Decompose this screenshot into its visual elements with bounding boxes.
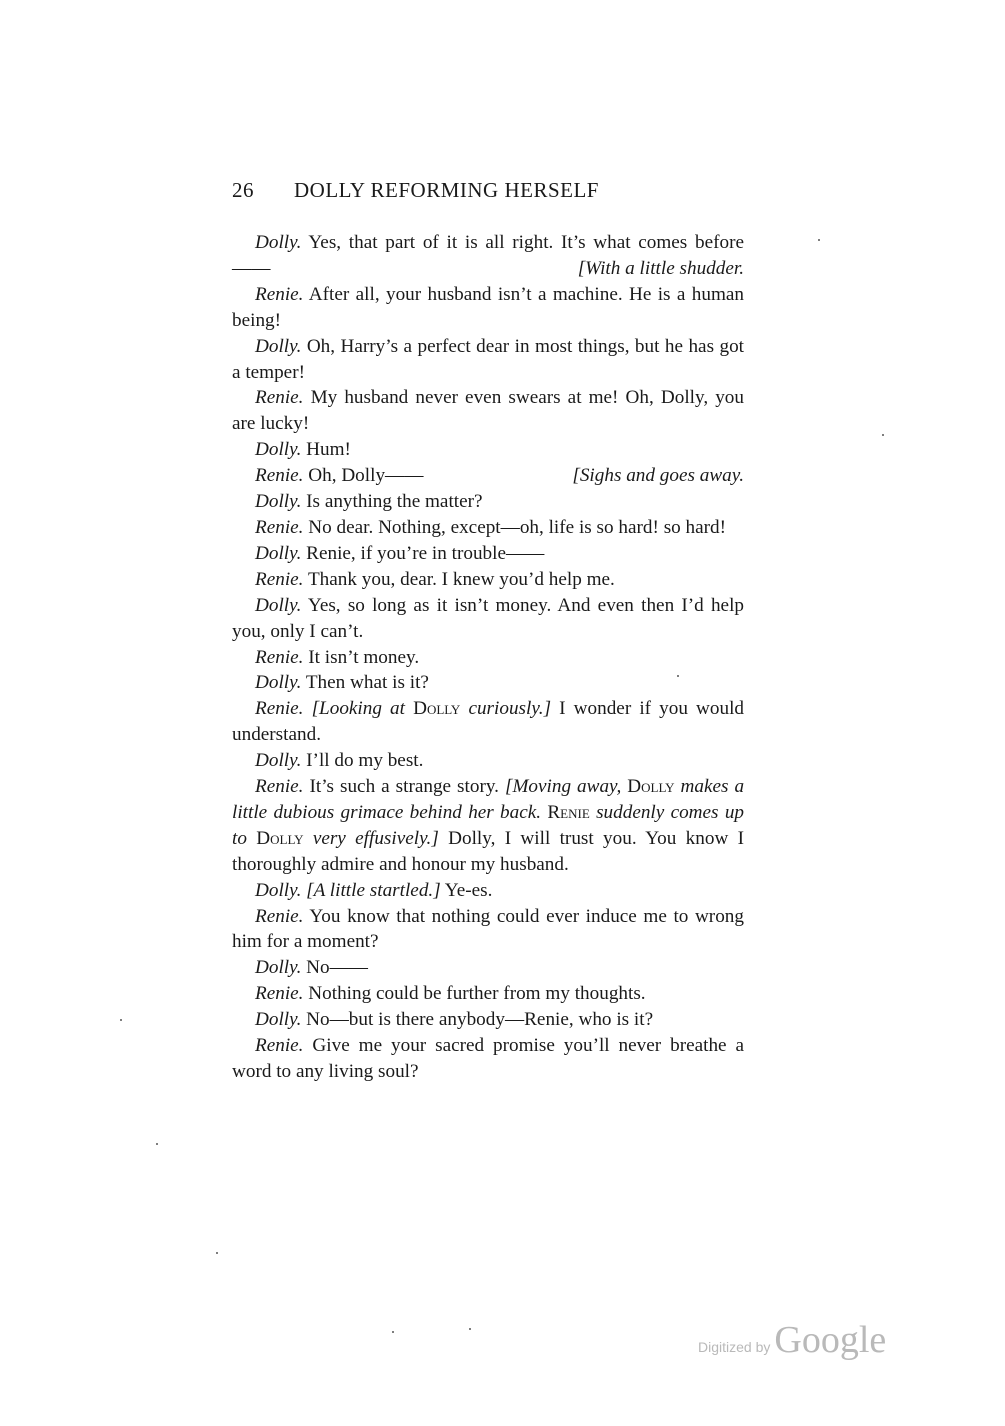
speaker-name: Renie.: [255, 905, 304, 927]
speech-text: No dear. Nothing, except—oh, life is so hard! so hard!: [308, 516, 727, 538]
speech-line: [232, 593, 744, 645]
play-text: [232, 230, 744, 1085]
speech-line: [232, 1007, 744, 1033]
speech-line: [232, 437, 744, 463]
speech-text: Dolly, I will trust you. You know I thoroughly admire and honour my husband.: [232, 827, 745, 875]
speech-line: [232, 515, 744, 541]
speech-text: Then what is it?: [305, 672, 429, 694]
speech-line: [232, 385, 744, 437]
speech-line: [232, 334, 744, 386]
speech-line: [232, 981, 744, 1007]
speech-line: [232, 282, 744, 334]
speech-text: Oh, Dolly——: [308, 465, 424, 487]
speech-line: [232, 774, 744, 878]
speaker-name: Renie.: [255, 465, 304, 487]
character-name: Dolly: [627, 776, 675, 798]
speck: [818, 239, 820, 241]
page-number: 26: [232, 178, 254, 202]
speech-text: My husband never even swears at me! Oh, Dolly, you are lucky!: [232, 387, 744, 435]
speech-text: I’ll do my best.: [306, 750, 424, 772]
speaker-name: Dolly.: [255, 335, 302, 357]
page-header: [232, 178, 599, 203]
speaker-name: Renie.: [255, 283, 304, 305]
stage-direction: very effusively.]: [312, 827, 439, 849]
speech-text: Give me your sacred promise you’ll never breathe a word to any living soul?: [232, 1035, 745, 1082]
speck: [677, 675, 679, 677]
speaker-name: Dolly.: [255, 491, 302, 513]
speaker-name: Dolly.: [255, 750, 302, 772]
speaker-name: Dolly.: [255, 232, 302, 253]
speech-text: After all, your husband isn’t a machine. He is a human being!: [232, 283, 744, 331]
speck: [156, 1143, 158, 1145]
speaker-name: Renie.: [255, 776, 304, 798]
stage-direction: [With a little shudder.: [577, 257, 744, 279]
speech-line: [232, 463, 744, 489]
speech-line: [232, 878, 744, 904]
speech-line: [232, 489, 744, 515]
speech-text: Thank you, dear. I knew you’d help me.: [307, 568, 615, 590]
speech-text: Ye-es.: [444, 879, 493, 901]
speech-line: [232, 670, 744, 696]
speaker-name: Dolly.: [255, 957, 302, 979]
speaker-name: Renie.: [255, 983, 304, 1005]
speaker-name: Dolly.: [255, 439, 302, 461]
speech-text: You know that nothing could ever induce me to wrong him for a moment?: [232, 905, 744, 953]
speck: [120, 1019, 122, 1021]
speech-line: [232, 748, 744, 774]
speech-text: Renie, if you’re in trouble——: [306, 542, 545, 564]
speech-line: [232, 696, 744, 748]
speech-text: I wonder if you would understand.: [232, 698, 745, 746]
speech-line: [232, 645, 744, 671]
speaker-name: Renie.: [255, 568, 304, 590]
speaker-name: Dolly.: [255, 879, 302, 901]
speck: [469, 1328, 471, 1330]
speech-text: It isn’t money.: [308, 646, 420, 668]
speaker-name: Renie.: [255, 698, 304, 720]
speech-line: [232, 230, 744, 282]
stage-direction: [A little startled.]: [306, 879, 441, 901]
speaker-name: Dolly.: [255, 542, 302, 564]
speech-text: Oh, Harry’s a perfect dear in most things, but he has got a temper!: [232, 335, 745, 383]
speck: [392, 1331, 394, 1333]
speaker-name: Renie.: [255, 646, 304, 668]
speech-text: Yes, so long as it isn’t money. And even then I’d help you, only I can’t.: [232, 594, 745, 642]
speaker-name: Renie.: [255, 1035, 304, 1057]
speaker-name: Dolly.: [255, 594, 302, 616]
watermark-prefix: Digitized by: [698, 1339, 771, 1355]
speaker-name: Renie.: [255, 387, 304, 409]
character-name: Renie: [547, 801, 590, 823]
digitized-watermark: [698, 1318, 886, 1362]
speaker-name: Dolly.: [255, 1009, 302, 1031]
character-name: Dolly: [256, 827, 304, 849]
speech-text: It’s such a strange story.: [309, 776, 499, 798]
speech-text: Nothing could be further from my thoughts.: [308, 983, 646, 1005]
running-title: DOLLY REFORMING HERSELF: [294, 178, 599, 202]
speech-text: Yes, that part of it is all right. It’s what comes before——: [232, 232, 744, 279]
stage-direction: [Looking at: [311, 698, 405, 720]
speech-text: Hum!: [306, 439, 351, 461]
speech-line: [232, 541, 744, 567]
stage-direction: suddenly comes up to: [232, 801, 745, 849]
speech-line: [232, 955, 744, 981]
stage-direction: curiously.]: [468, 698, 552, 720]
stage-direction: [Sighs and goes away.: [572, 465, 744, 487]
speck: [216, 1252, 218, 1254]
speech-line: [232, 567, 744, 593]
speech-text: No——: [306, 957, 368, 979]
speech-text: No—but is there anybody—Renie, who is it?: [306, 1009, 654, 1031]
character-name: Dolly: [413, 698, 461, 720]
speech-text: Is anything the matter?: [306, 491, 483, 513]
stage-direction: makes a little dubious grimace behind her back.: [232, 776, 745, 823]
speaker-name: Renie.: [255, 516, 304, 538]
speaker-name: Dolly.: [255, 672, 302, 694]
speck: [882, 434, 884, 436]
speech-line: [232, 904, 744, 956]
stage-direction: [Moving away,: [504, 776, 622, 798]
google-logo: Google: [774, 1319, 887, 1361]
speech-line: [232, 1033, 744, 1085]
